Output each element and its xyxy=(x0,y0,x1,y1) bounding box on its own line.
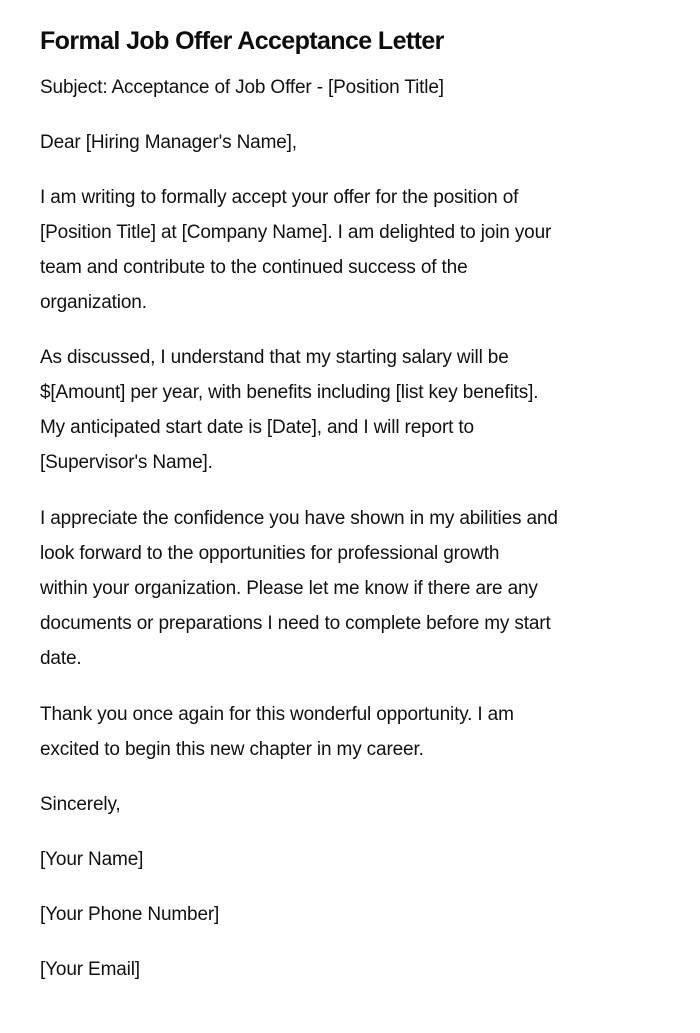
closing xyxy=(40,787,121,822)
text-line: Subject: Acceptance of Job Offer - [Position Title] xyxy=(40,77,444,98)
text-line: Sincerely, xyxy=(40,794,121,815)
signature-phone xyxy=(40,897,219,932)
document-title: Formal Job Offer Acceptance Letter xyxy=(40,27,444,55)
text-line: [Position Title] at [Company Name]. I am delighted to join your xyxy=(40,222,552,243)
text-line: date. xyxy=(40,648,82,669)
text-line: I appreciate the confidence you have shown in my abilities and xyxy=(40,508,558,529)
text-line: organization. xyxy=(40,292,147,313)
acceptance-paragraph xyxy=(40,180,551,320)
text-line: [Supervisor's Name]. xyxy=(40,452,213,473)
text-line: [Your Phone Number] xyxy=(40,904,220,925)
thanks-paragraph xyxy=(40,697,514,767)
terms-paragraph xyxy=(40,340,538,480)
text-line: [Your Email] xyxy=(40,959,140,980)
text-line: As discussed, I understand that my starting salary will be xyxy=(40,347,509,368)
text-line: [Your Name] xyxy=(40,849,144,870)
text-line: within your organization. Please let me know if there are any xyxy=(40,578,538,599)
subject-line xyxy=(40,70,444,105)
text-line: Dear [Hiring Manager's Name], xyxy=(40,132,297,153)
salutation xyxy=(40,125,297,160)
text-line: look forward to the opportunities for professional growth xyxy=(40,543,500,564)
text-line: Thank you once again for this wonderful opportunity. I am xyxy=(40,704,514,725)
text-line: documents or preparations I need to complete before my start xyxy=(40,613,551,634)
signature-email xyxy=(40,952,140,987)
text-line: $[Amount] per year, with benefits including [list key benefits]. xyxy=(40,382,539,403)
text-line: I am writing to formally accept your offer for the position of xyxy=(40,187,519,208)
appreciation-paragraph xyxy=(40,501,558,676)
text-line: team and contribute to the continued success of the xyxy=(40,257,468,278)
text-line: excited to begin this new chapter in my career. xyxy=(40,739,424,760)
text-line: My anticipated start date is [Date], and I will report to xyxy=(40,417,474,438)
signature-name xyxy=(40,842,143,877)
